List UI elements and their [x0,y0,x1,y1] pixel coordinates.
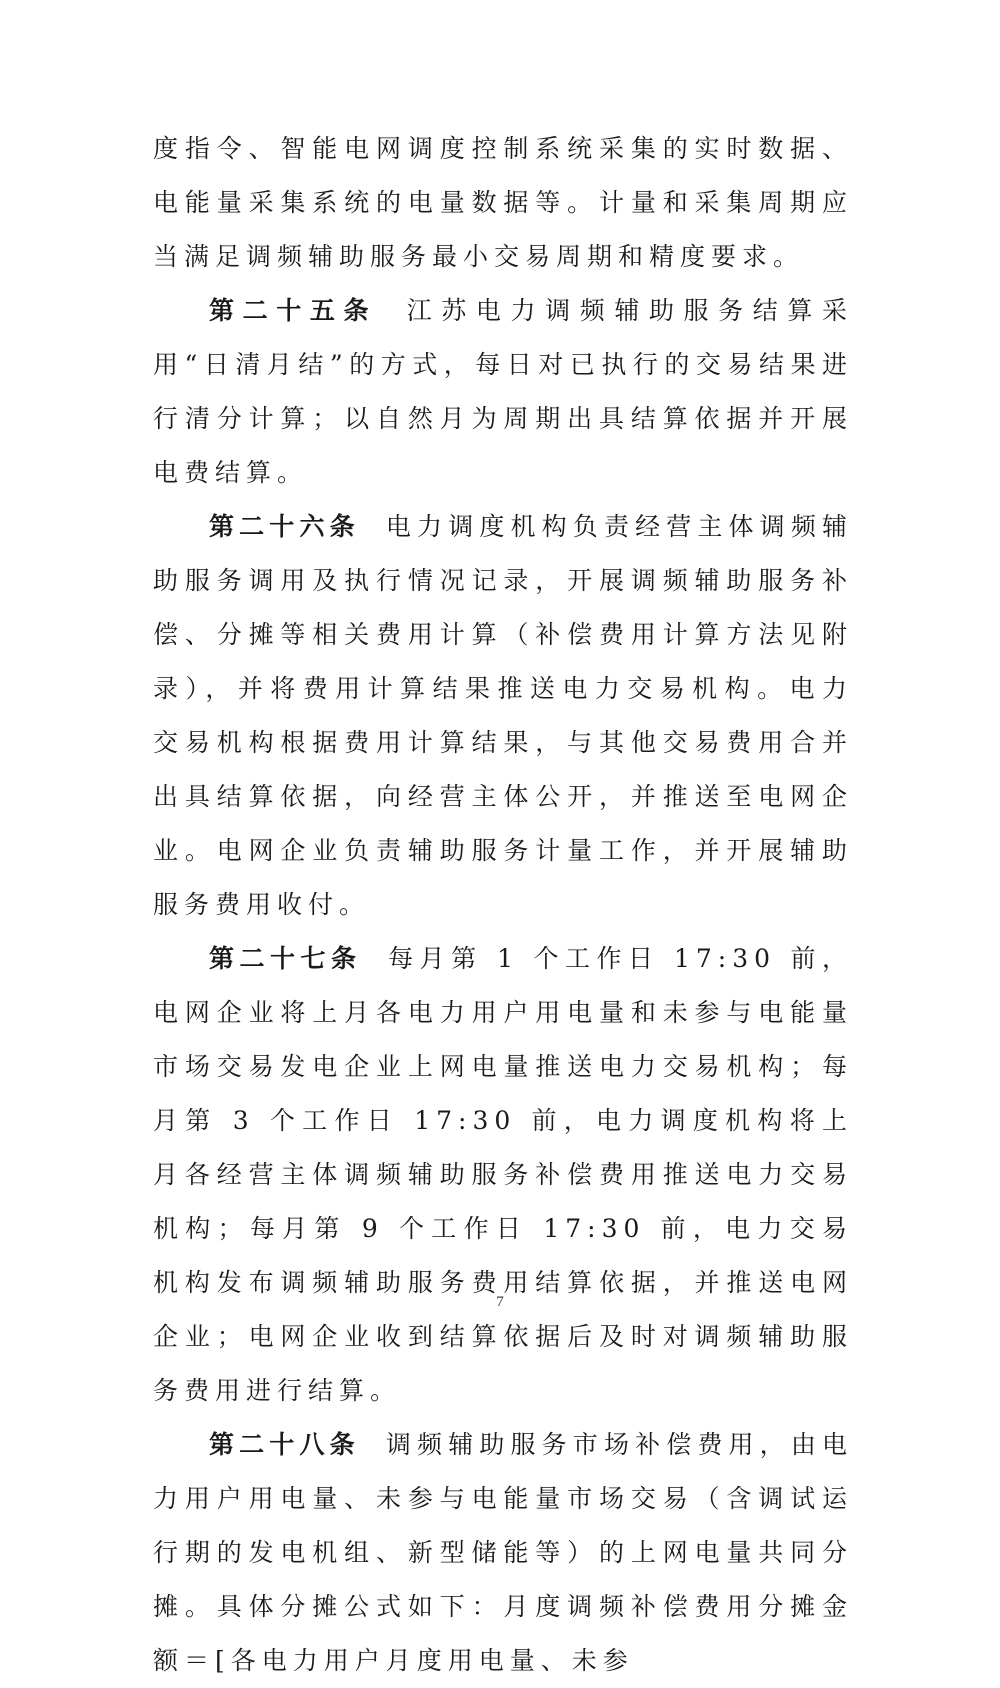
article-text: 电力调度机构负责经营主体调频辅助服务调用及执行情况记录，开展调频辅助服务补偿、分摊等相关费用计算（补偿费用计算方法见附录），并将费用计算结果推送电力交易机构。电力交易机构根据费用计算结果，与其他交易费用合并出具结算依据，向经营主体公开，并推送至电网企业。电网企业负责辅助服务计量工作，并开展辅助服务费用收付。 [153,512,853,919]
article-text: 江苏电力调频辅助服务结算采用“日清月结”的方式，每日对已执行的交易结果进行清分计算；以自然月为周期出具结算依据并开展电费结算。 [153,296,853,487]
article-text: 每月第 1 个工作日 17:30 前，电网企业将上月各电力用户用电量和未参与电能量市场交易发电企业上网电量推送电力交易机构；每月第 3 个工作日 17:30 前，电力调度机构将上月各经营主体调频辅助服务补偿费用推送电力交易机构；每月第 9 个工作日 17:30 前，电力交易机构发布调频辅助服务费用结算依据，并推送电网企业；电网企业收到结算依据后及时对调频辅助服务费用进行结算。 [153,944,853,1405]
paragraph-text: 度指令、智能电网调度控制系统采集的实时数据、电能量采集系统的电量数据等。计量和采集周期应当满足调频辅助服务最小交易周期和精度要求。 [153,134,853,271]
document-body [153,122,853,1688]
paragraph-continuation [153,122,853,284]
page-number: 7 [496,1294,504,1310]
article-heading: 第二十五条 [209,296,378,325]
article-text: 调频辅助服务市场补偿费用，由电力用户用电量、未参与电能量市场交易（含调试运行期的发电机组、新型储能等）的上网电量共同分摊。具体分摊公式如下：月度调频补偿费用分摊金额＝[各电力用户月度用电量、未参 [153,1430,853,1675]
article-heading: 第二十六条 [209,512,360,541]
article-28 [153,1418,853,1688]
article-25 [153,284,853,500]
article-27 [153,932,853,1418]
article-heading: 第二十八条 [209,1430,360,1459]
article-26 [153,500,853,932]
article-heading: 第二十七条 [209,944,362,973]
